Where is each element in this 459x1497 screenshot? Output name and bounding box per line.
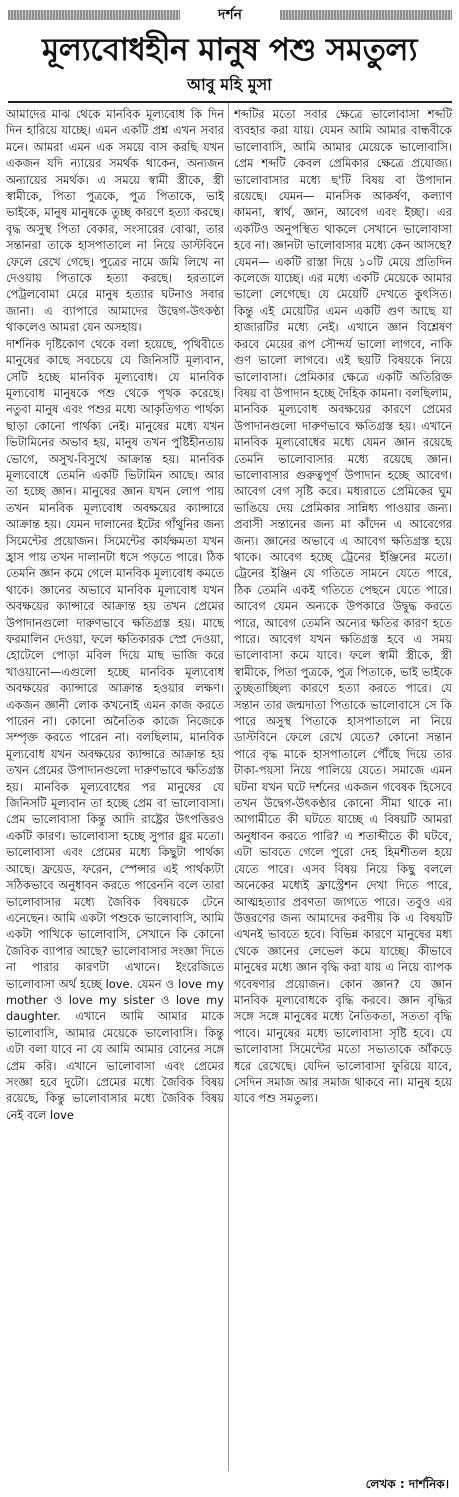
- section-label: দর্শন: [218, 7, 242, 23]
- article-paragraph: আমাদের মাঝ থেকে মানবিক মূল্যবোধ কি দিন দিন হারিয়ে যাচ্ছে। এমন একটি প্রশ্ন এখন সবার মনে। আমরা এমন এক সময়ে বাস করছি যখন একজন যদি ন্যায়ের সমর্থক থাকেন, অন্যজন অন্যায়ের সমর্থক। এ সময়ে স্বামী স্ত্রীকে, স্ত্রী স্বামীকে, পিতা পুত্রকে, পুত্র পিতাকে, ভাই ভাইকে, মানুষ মানুষকে তুচ্ছ কারণে হত্যা করছে। বৃদ্ধ অসুস্থ পিতা বেকার, সংসারের বোঝা, তার সন্তানরা তাকে হাসপাতালে না নিয়ে ডাস্টবিনে ফেলে রেখে গেছে। পুত্রের নামে জমি লিখে না দেওয়ায় পিতাকে হত্যা করছে। হরতালে পেট্রলবোমা মেরে মানুষ হত্যার ঘটনাও সবার জানা। এ ব্যাপারে আমাদের উদ্বেগ-উৎকণ্ঠা থাকলেও আমরা যেন অসহায়।: [6, 107, 224, 335]
- header-divider: [8, 101, 452, 103]
- article-paragraph: দার্শনিক দৃষ্টিকোণ থেকে বলা হয়েছে, পৃথিবীতে মানুষের কাছে সবচেয়ে যে জিনিসটি মূল্যবান, সেটি হচ্ছে মানবিক মূল্যবোধ। যে মানবিক মূল্যবোধ মানুষকে পশু থেকে পৃথক করেছে। নতুবা মানুষ এবং পশুর মধ্যে আকৃতিগত পার্থক্য ছাড়া কোনো পার্থক্য নেই। মানুষের মধ্যে যখন ভিটামিনের অভাব হয়, মানুষ তখন পুষ্টিহীনতায় ভোগে, অসুখ-বিসুখে আক্রান্ত হয়। মানবিক মূল্যবোধে তেমনি একটি ভিটামিন আছে। আর তা হচ্ছে জ্ঞান। মানুষের জ্ঞান যখন লোপ পায় তখন মানবিক মূল্যবোধ অবক্ষয়ের ক্যান্সারে আক্রান্ত হয়। যেমন দালানের ইটের গাঁথুনির জন্য সিমেন্টের প্রয়োজন। সিমেন্টের কার্যক্ষমতা যখন হ্রাস পায় তখন দালানটা ধসে পড়তে পারে। ঠিক তেমনি জ্ঞান কমে গেলে মানবিক মূল্যবোধ কমতে থাকে। জ্ঞানের অভাবে মানবিক মূল্যবোধ যখন অবক্ষয়ের ক্যান্সারে আক্রান্ত হয় তখন প্রেমের উপাদানগুলো দারুণভাবে ক্ষতিগ্রস্ত হয়। মাছে ফরমালিন দেওয়া, ফলে ক্ষতিকারক স্প্রে দেওয়া, হোটেলে পোড়া মবিল দিয়ে মাছ ভাজি করে খাওয়ানো—এগুলো হচ্ছে মানবিক মূল্যবোধ অবক্ষয়ের ক্যান্সারে আক্রান্ত হওয়ার লক্ষণ। একজন জ্ঞানী লোক কখনোই এমন কাজ করতে পারেন না। কোনো অনৈতিক কাজে নিজেকে সম্পৃক্ত করতে পারেন না। বলছিলাম, মানবিক মূল্যবোধ যখন অবক্ষয়ের ক্যান্সারে আক্রান্ত হয় তখন প্রেমের উপাদানগুলো দারুণভাবে ক্ষতিগ্রস্ত হয়। মানবিক মূল্যবোধের পর মানুষের যে জিনিসটি মূল্যবান তা হচ্ছে প্রেম বা ভালোবাসা। প্রেম ভালোবাসা কিন্তু আদি রাষ্ট্রের উৎপত্তিরও একটি কারণ। ভালোবাসা হচ্ছে সুপার গ্লুর মতো। ভালোবাসা এবং প্রেমের মধ্যে কিছুটা পার্থক্য আছে। ফ্রয়েড, ফরেন, স্পেন্সার এই পার্থক্যটা সঠিকভাবে অনুধাবন করতে পারেননি বলে তারা ভালোবাসার মধ্যে জৈবিক বিষয়কে টেনে এনেছেন। আমি একটা পশুকে ভালোবাসি, আমি একটা পাখিকে ভালোবাসি, সেখানে কি কোনো জৈবিক ব্যাপার আছে? ভালোবাসার সংজ্ঞা দিতে না পারার কারণটা এখানে। ইংরেজিতে ভালোবাসা অর্থ হচ্ছে love. যেমন ও love my mother ও love my sister ও love my daughter. এখানে আমি আমার মাকে ভালোবাসি, আমার মেয়েকে ভালোবাসি। কিন্তু এটা বলা যাবে না যে আমি আমার বোনের সঙ্গে প্রেম করি। এখানে ভালোবাসা এবং প্রেমের সংজ্ঞা হবে দুটো। প্রেমের মধ্যে জৈবিক বিষয় রয়েছে, কিন্তু ভালোবাসার মধ্যে জৈবিক বিষয় নেই বলে love: [6, 336, 224, 1122]
- headline: মূল্যবোধহীন মানুষ পশু সমতুল্য: [42, 32, 417, 68]
- column-divider: [228, 103, 229, 1471]
- section-header: [8, 6, 452, 24]
- byline: আবু মহি মুসা: [187, 75, 272, 94]
- article-paragraph: শব্দটির মতো সবার ক্ষেত্রে ভালোবাসা শব্দটি ব্যবহার করা যায়। যেমন আমি আমার বান্ধবীকে ভালোবাসি, আমি আমার মেয়েকে ভালোবাসি। প্রেম শব্দটি কেবল প্রেমিকার ক্ষেত্রে প্রযোজ্য। ভালোবাসার মধ্যে ছ'টি বিষয় বা উপাদান রয়েছে। যেমন— মানসিক আকর্ষণ, কল্যাণ কামনা, স্বার্থ, জ্ঞান, আবেগ এবং ইচ্ছা। এর একটিও অনুপস্থিত থাকলে সেখানে ভালোবাসা হবে না। জ্ঞানটা ভালোবাসার মধ্যে কেন আসছে? যেমন— একটি রাস্তা দিয়ে ১০টি মেয়ে প্রতিদিন কলেজে যাচ্ছে। এর মধ্যে একটি মেয়েকে আমার ভালো লেগেছে। যে মেয়েটি দেখতে কুৎসিত। কিন্তু এই মেয়েটির এমন একটি গুণ আছে যা হাজারটির মধ্যে নেই। এখানে জ্ঞান বিশ্লেষণ করবে মেয়ের রূপ সৌন্দর্য ভালো লাগবে, নাকি গুণ ভালো লাগবে। এই ছয়টি বিষয়কে নিয়ে ভালোবাসা। প্রেমিকার ক্ষেত্রে একটি অতিরিক্ত বিষয় বা উপাদান হচ্ছে দৈহিক কামনা। বলছিলাম, মানবিক মূল্যবোধ অবক্ষয়ের কারণে প্রেমের উপাদানগুলো দারুণভাবে ক্ষতিগ্রস্ত হয়। এখানে মানবিক মূল্যবোধের মধ্যে যেমন জ্ঞান রয়েছে তেমনি ভালোবাসার মধ্যে রয়েছে জ্ঞান। ভালোবাসার গুরুত্বপূর্ণ উপাদান হচ্ছে আবেগ। আবেগ বেগ সৃষ্টি করে। মধ্যরাতে প্রেমিকের ঘুম ভাঙিয়ে দেয় প্রেমিকার সান্নিধ্য পাওয়ার জন্য। প্রবাসী সন্তানের জন্য মা কাঁদেন এ আবেগের জন্য। জ্ঞানের অভাবে এ আবেগ ক্ষতিগ্রস্ত হয়ে থাকে। আবেগ হচ্ছে ট্রেনের ইঞ্জিনের মতো। ট্রেনের ইঞ্জিন যে গতিতে সামনে যেতে পারে, ঠিক তেমনি একই গতিতে পেছনে যেতে পারে। আবেগ যেমন অন্যকে উপকারে উদ্বুদ্ধ করতে পারে, আবেগ তেমনি অন্যের ক্ষতির কারণ হতে পারে। আবেগ যখন ক্ষতিগ্রস্ত হবে এ সময় ভালোবাসা কমে যাবে। ফলে স্বামী স্ত্রীকে, স্ত্রী স্বামীকে, পিতা পুত্রকে, পুত্র পিতাকে, ভাই ভাইকে তুচ্ছতাচ্ছিল্য কারণে হত্যা করতে পারে। যে সন্তান তার জন্মদাতা পিতাকে ভালোবাসে সে কি পারে অসুস্থ পিতাকে হাসপাতালে না নিয়ে ডাস্টবিনে ফেলে রেখে যেতে? কোনো সন্তান পারে বৃদ্ধ মাকে হাসপাতালে পৌঁছে দিয়ে তার টাকা-পয়সা নিয়ে পালিয়ে যেতে। সমাজে এমন ঘটনা যখন ঘটে দর্শনের একজন গবেষক হিসেবে তখন উদ্বেগ-উৎকণ্ঠার কোনো সীমা থাকে না। আগামীতে কী ঘটতে যাচ্ছে এ বিষয়টি আমরা অনুধাবন করতে পারি? এ শতাব্দীতে কী ঘটবে, এটা ভাবতে গেলে পুরো দেহ হিমশীতল হয়ে যেতে পারে। এসব বিষয় নিয়ে কিছু বললে অনেকের মধ্যেই ফ্রাস্ট্রেশন দেখা দিতে পারে, আত্মহত্যার প্রবণতা জাগতে পারে। তবুও এর উত্তরণের জন্য আমাদের করণীয় কি এ বিষয়টি এখনই ভাবতে হবে। বিভিন্ন কারণে মানুষের মধ্য থেকে জ্ঞানের লেভেল কমে যাচ্ছে। কীভাবে মানুষের মধ্যে জ্ঞান বৃদ্ধি করা যায় এ নিয়ে ব্যাপক গবেষণার প্রয়োজন। কোন জ্ঞান? যে জ্ঞান মানবিক মূল্যবোধকে বৃদ্ধি করবে। জ্ঞান বৃদ্ধির সঙ্গে সঙ্গে মানুষের মধ্যে নৈতিকতা, সততা বৃদ্ধি পাবে। মানুষের মধ্যে ভালোবাসা সৃষ্টি হবে। যে ভালোবাসা সিমেন্টের মতো সভ্যতাকে আঁকড়ে ধরে রেখেছে। যেদিন ভালোবাসা ফুরিয়ে যাবে, সেদিন সমাজ আর সমাজ থাকবে না। মানুষ হয়ে যাবে পশু সমতুল্য।: [234, 107, 452, 1106]
- article-column-right: [234, 106, 452, 1472]
- author-note: লেখক : দার্শনিক।: [365, 1477, 449, 1491]
- article-column-left: [6, 106, 224, 1472]
